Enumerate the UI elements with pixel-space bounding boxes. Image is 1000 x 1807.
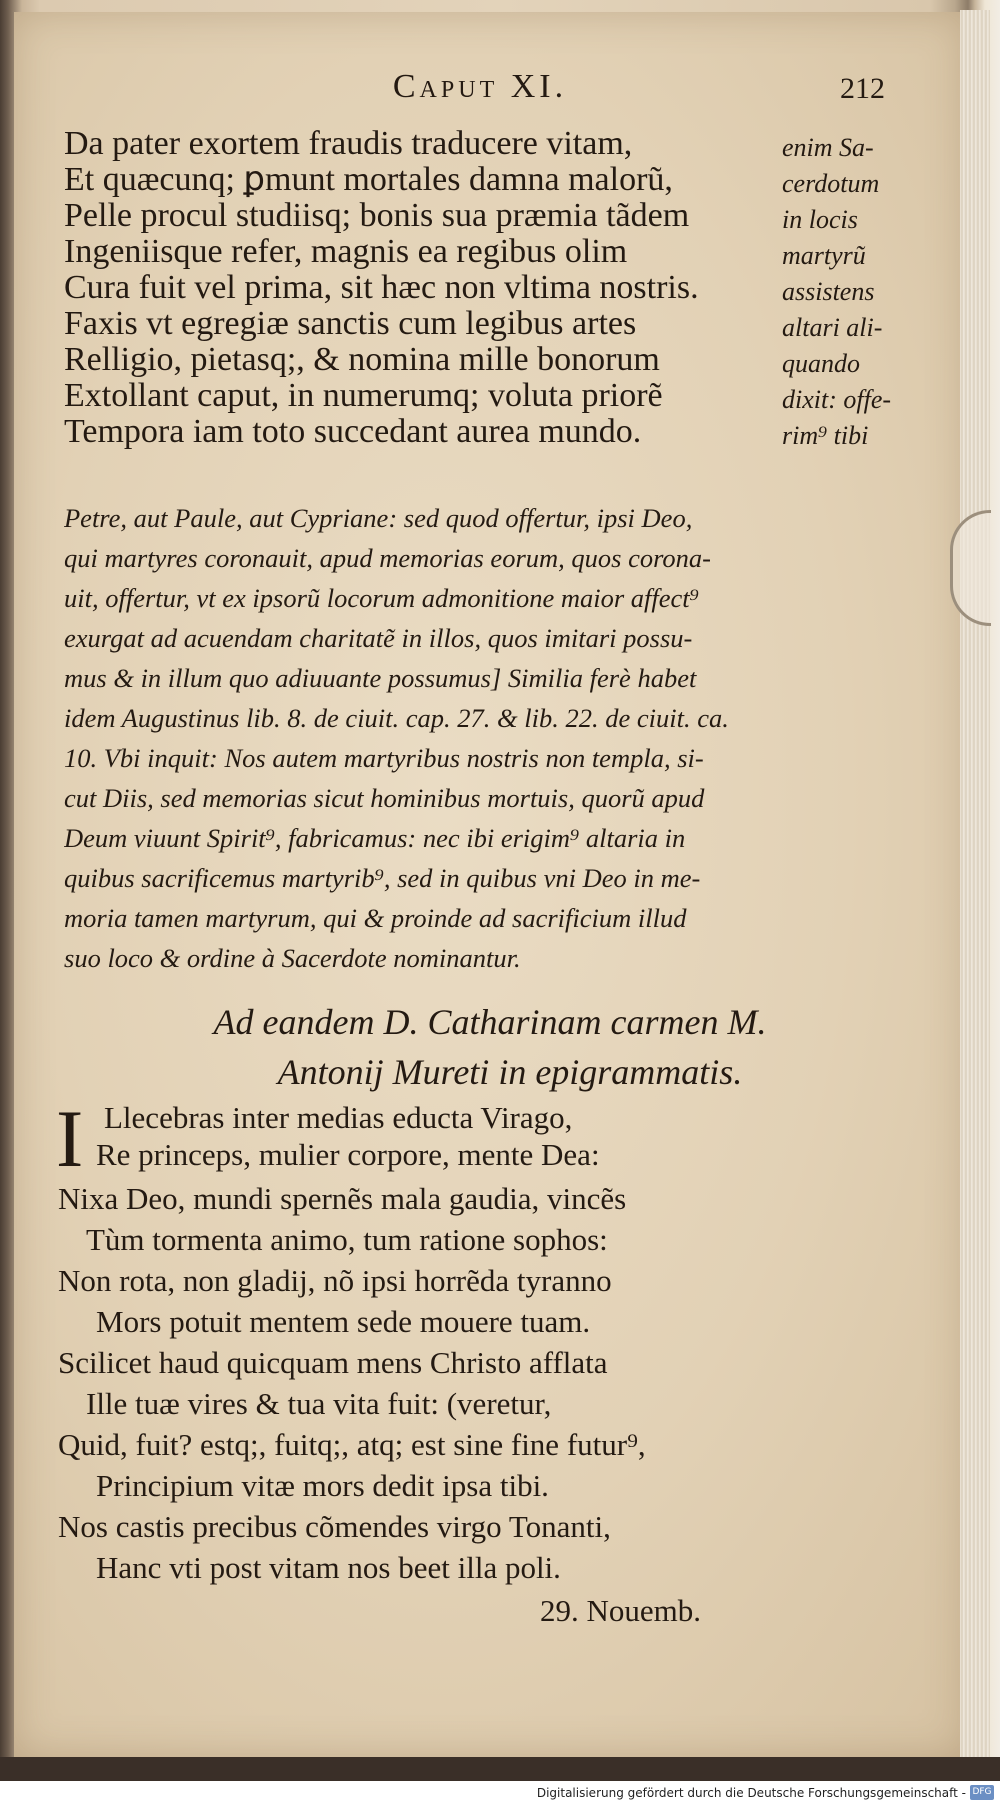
margin-note: altari ali- [782,313,883,342]
commentary-line: mus & in illum quo adiuuante possumus] Similia ferè habet [64,663,697,693]
commentary-line: cut Diis, sed memorias sicut hominibus mortuis, quorũ apud [64,783,705,813]
commentary-line: exurgat ad acuendam charitatẽ in illos, quos imitari possu- [64,623,693,653]
poem-heading-line-2: Antonij Mureti in epigrammatis. [277,1052,743,1092]
margin-note: rim⁹ tibi [782,421,869,450]
poem-line: Non rota, non gladij, nõ ipsi horrẽda tyranno [58,1263,612,1298]
verse-line: Pelle procul studiisq; bonis sua præmia tãdem [64,198,690,234]
verse-line: Cura fuit vel prima, sit hæc non vltima nostris. [64,270,699,306]
poem-line: Re princeps, mulier corpore, mente Dea: [96,1137,600,1172]
margin-note: martyrũ [782,241,866,270]
margin-note: assistens [782,277,875,306]
verse-line: Faxis vt egregiæ sanctis cum legibus artes [64,306,637,342]
running-title: Caput XI. [392,68,568,105]
margin-note: in locis [782,205,858,234]
commentary-line: 10. Vbi inquit: Nos autem martyribus nostris non templa, si- [64,743,704,773]
poem-line: Ille tuæ vires & tua vita fuit: (veretur, [86,1386,552,1421]
poem-line: Quid, fuit? estq;, fuitq;, atq; est sine fine futur⁹, [58,1427,646,1462]
verse-line: Tempora iam toto succedant aurea mundo. [64,414,642,450]
margin-note: quando [782,349,860,378]
poem-line: Principium vitæ mors dedit ipsa tibi. [96,1468,549,1503]
margin-note: dixit: offe- [782,385,892,414]
verse-line: Da pater exortem fraudis traducere vitam, [64,126,633,162]
page-number: 212 [840,72,885,105]
commentary-line: suo loco & ordine à Sacerdote nominantur. [64,943,521,973]
page-header [0,68,960,118]
commentary-line: Deum viuunt Spirit⁹, fabricamus: nec ibi erigim⁹ altaria in [64,823,686,853]
poem-line: Nos castis precibus cõmendes virgo Tonanti, [58,1509,611,1544]
commentary-line: uit, offertur, vt ex ipsorũ locorum admonitione maior affect⁹ [64,583,699,613]
commentary-line: moria tamen martyrum, qui & proinde ad sacrificium illud [64,903,687,933]
verse-line: Extollant caput, in numerumq; voluta priorẽ [64,378,663,414]
commentary-line: idem Augustinus lib. 8. de ciuit. cap. 27. & lib. 22. de ciuit. ca. [64,703,729,733]
verse-line: Ingeniisque refer, magnis ea regibus olim [64,234,628,270]
drop-cap: I [56,1093,84,1184]
dfg-logo-icon: DFG [970,1785,994,1800]
margin-note: cerdotum [782,169,880,198]
poem-line: Mors potuit mentem sede mouere tuam. [96,1304,591,1339]
commentary-line: qui martyres coronauit, apud memorias eorum, quos corona- [64,543,711,573]
margin-note: enim Sa- [782,133,874,162]
book-clasp [950,510,991,626]
scan-bottom-edge [0,1757,1000,1781]
page-edges [960,10,990,1760]
funding-notice: Digitalisierung gefördert durch die Deutsche Forschungsgemeinschaft - [536,1786,966,1800]
commentary-line: Petre, aut Paule, aut Cypriane: sed quod offertur, ipsi Deo, [64,503,693,533]
poem-line: Scilicet haud quicquam mens Christo afflata [58,1345,608,1380]
poem-heading-line-1: Ad eandem D. Catharinam carmen M. [213,1002,767,1042]
poem-line: Llecebras inter medias educta Virago, [104,1100,573,1135]
verse-line: Relligio, pietasq;, & nomina mille bonorum [64,342,660,378]
verse-line: Et quæcunq; ꝑmunt mortales damna malorũ, [64,162,673,198]
commentary-line: quibus sacrificemus martyrib⁹, sed in quibus vni Deo in me- [64,863,701,893]
poem-line: Nixa Deo, mundi spernẽs mala gaudia, vincẽs [58,1181,627,1216]
digitization-footer [0,1781,1000,1807]
poem-line: Tùm tormenta animo, tum ratione sophos: [86,1222,608,1257]
date-line: 29. Nouemb. [540,1593,702,1628]
poem-line: Hanc vti post vitam nos beet illa poli. [96,1550,561,1585]
